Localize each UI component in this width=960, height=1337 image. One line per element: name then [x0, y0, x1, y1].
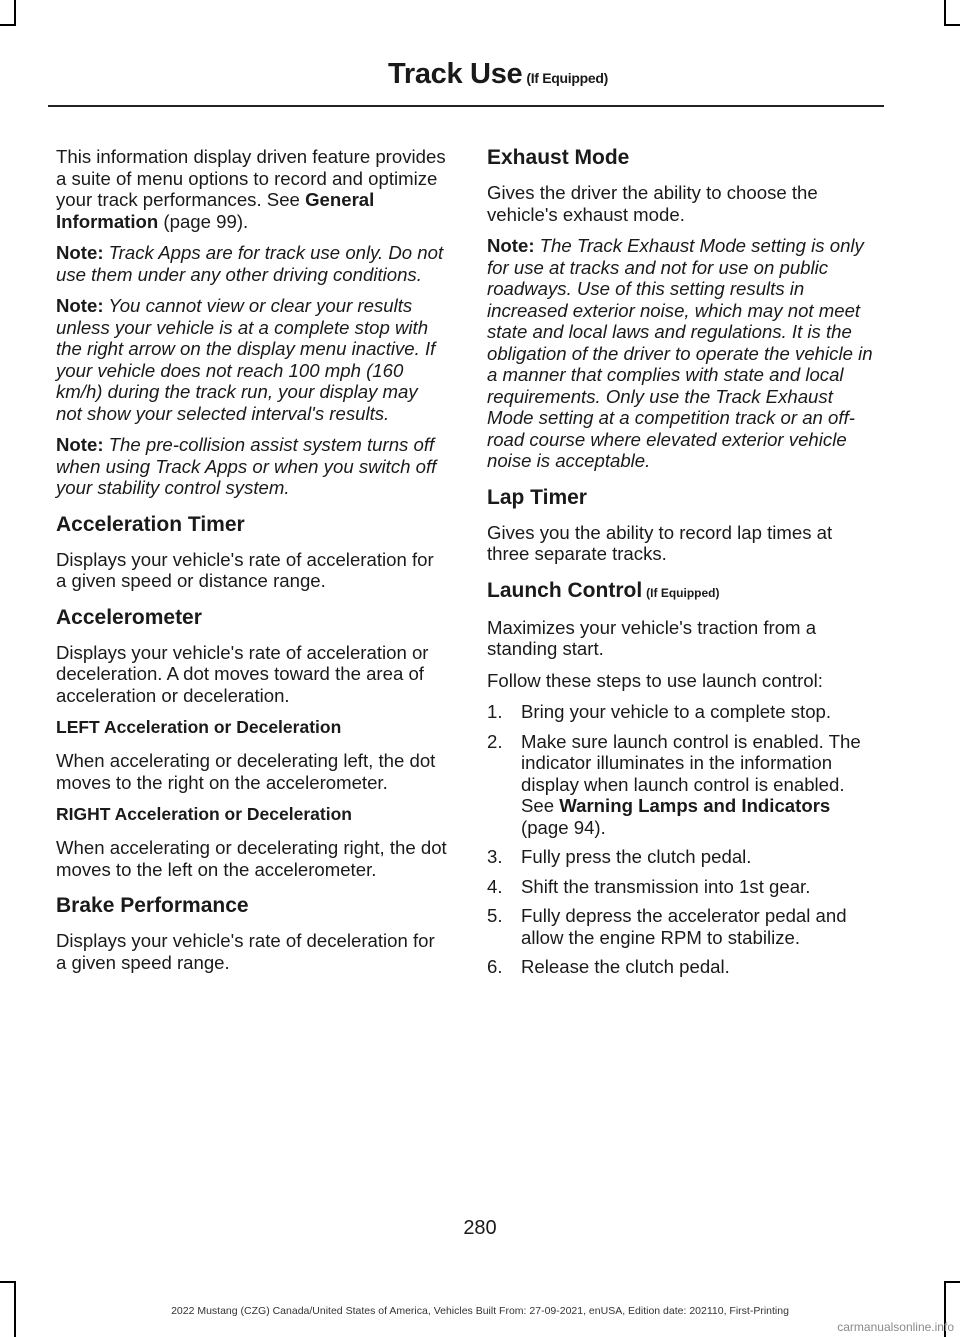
- list-item: 6. Release the clutch pedal.: [487, 956, 730, 977]
- footer-edition-info: 2022 Mustang (CZG) Canada/United States of America, Vehicles Built From: 27-09-2021, enUSA, Edition date: 202110, First-Printing: [171, 1305, 789, 1317]
- accelerometer-heading: Accelerometer: [56, 605, 202, 629]
- crop-mark-bottom-right-h: [944, 1281, 960, 1283]
- right-accel-text: When accelerating or decelerating right, the dot moves to the left on the accelerometer.: [56, 837, 447, 880]
- crop-mark-top-right-h: [944, 24, 960, 26]
- crop-mark-top-right-v: [944, 0, 946, 26]
- brake-performance-heading: Brake Performance: [56, 894, 249, 917]
- left-accel-text: When accelerating or decelerating left, the dot moves to the right on the accelerometer.: [56, 750, 436, 793]
- list-item: 2. Make sure launch control is enabled. The indicator illuminates in the information display when launch control is enabled. See Warning Lamps and Indicators (page 94).: [487, 730, 861, 838]
- lap-timer-text: Gives you the ability to record lap times at three separate tracks.: [487, 521, 833, 564]
- crop-mark-bottom-left-h: [0, 1281, 16, 1283]
- right-accel-heading: RIGHT Acceleration or Deceleration: [56, 804, 352, 824]
- warning-lamps-link[interactable]: Warning Lamps and Indicators: [559, 795, 831, 816]
- exhaust-mode-heading: Exhaust Mode: [487, 146, 630, 169]
- page-header: [388, 58, 608, 91]
- launch-control-subtitle: (If Equipped): [646, 585, 720, 600]
- header-subtitle: (If Equipped): [526, 70, 608, 86]
- launch-control-heading: Launch Control (If Equipped): [487, 578, 720, 602]
- exhaust-mode-text: Gives the driver the ability to choose the vehicle's exhaust mode.: [487, 182, 818, 225]
- list-item: 3. Fully press the clutch pedal.: [487, 846, 752, 867]
- left-accel-heading: LEFT Acceleration or Deceleration: [56, 717, 342, 737]
- launch-steps-list: [487, 701, 879, 978]
- left-column: [56, 146, 448, 983]
- page-number: 280: [463, 1217, 497, 1239]
- lap-timer-heading: Lap Timer: [487, 485, 587, 509]
- note-exhaust-mode: Note: The Track Exhaust Mode setting is only for use at tracks and not for use on public roadways. Use of this setting results in increased exterior noise, which may not meet state and local laws and regulations. It is the obligation of the driver to operate the vehicle in a manner that complies with state and local requirements. Only use the Track Exhaust Mode setting at a competition track or an off-road course where elevated exterior vehicle noise is acceptable.: [487, 235, 873, 471]
- watermark: carmanualsonline.info: [837, 1320, 954, 1334]
- launch-steps-intro: Follow these steps to use launch control:: [487, 669, 823, 691]
- header-title: Track Use: [388, 58, 523, 90]
- launch-control-text: Maximizes your vehicle's traction from a standing start.: [487, 616, 817, 659]
- intro-paragraph: This information display driven feature provides a suite of menu options to record and optimize your track performances. See General Information (page 99).: [56, 146, 446, 232]
- general-information-link[interactable]: General Information: [56, 189, 375, 232]
- acceleration-timer-text: Displays your vehicle's rate of acceleration for a given speed or distance range.: [56, 548, 434, 591]
- note-view-results: Note: You cannot view or clear your results unless your vehicle is at a complete stop with the right arrow on the display menu inactive. If your vehicle does not reach 100 mph (160 km/h) during the track run, your display may not show your selected interval's results.: [56, 295, 436, 424]
- list-item: 4. Shift the transmission into 1st gear.: [487, 875, 811, 897]
- header-rule: [48, 105, 884, 107]
- acceleration-timer-heading: Acceleration Timer: [56, 512, 245, 536]
- brake-performance-text: Displays your vehicle's rate of deceleration for a given speed range.: [56, 930, 435, 973]
- note-track-apps: Note: Track Apps are for track use only. Do not use them under any other driving conditions.: [56, 242, 444, 285]
- crop-mark-top-left-h: [0, 24, 16, 26]
- crop-mark-top-left-v: [14, 0, 16, 26]
- list-item: 1. Bring your vehicle to a complete stop.: [487, 701, 832, 722]
- accelerometer-text: Displays your vehicle's rate of acceleration or deceleration. A dot moves toward the area of acceleration or deceleration.: [56, 641, 429, 706]
- note-pre-collision: Note: The pre-collision assist system turns off when using Track Apps or when you switch off your stability control system.: [56, 434, 437, 498]
- right-column: [487, 146, 879, 986]
- list-item: 5. Fully depress the accelerator pedal and allow the engine RPM to stabilize.: [487, 905, 847, 948]
